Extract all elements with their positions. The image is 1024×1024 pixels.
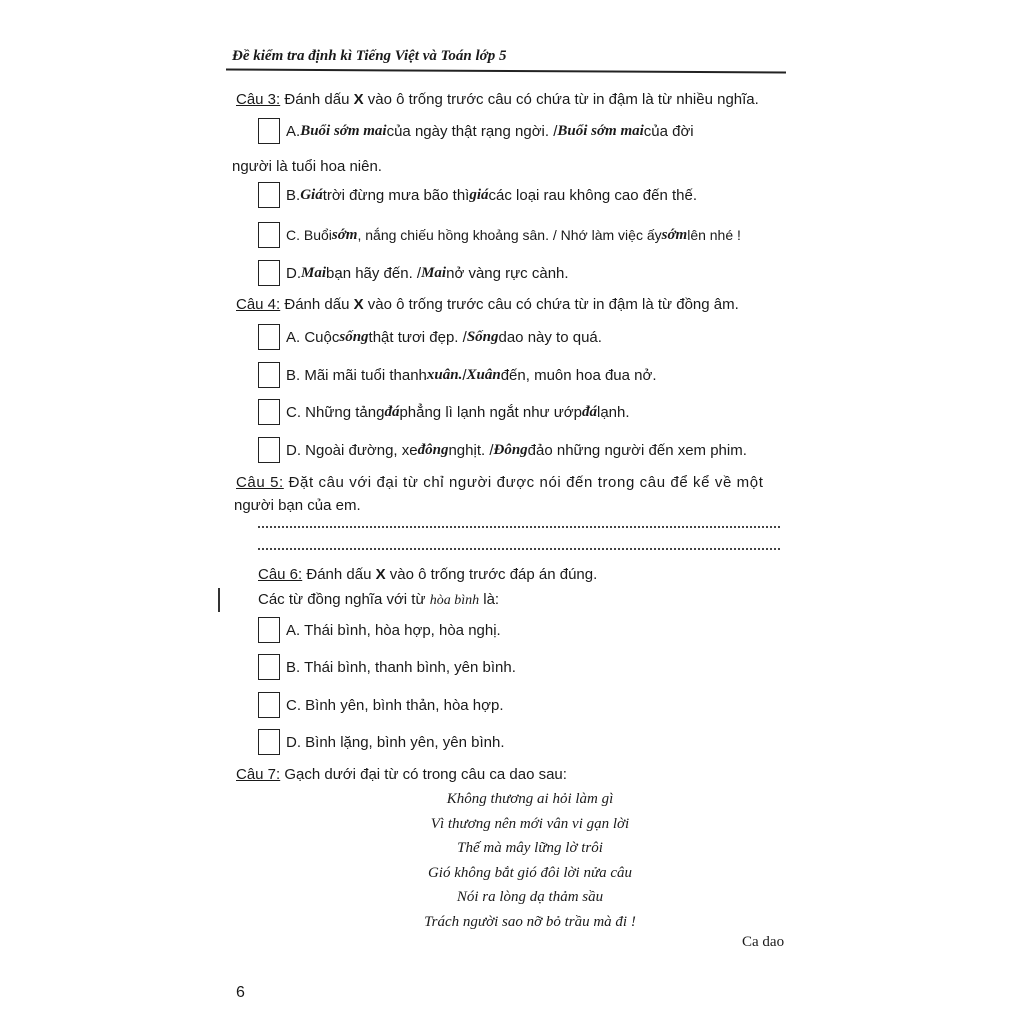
q3-d-bold-2: Mai (421, 264, 447, 281)
q3-d-mid: bạn hãy đến. / (326, 264, 422, 282)
q6-intro-b: là: (479, 591, 500, 608)
question-5-prompt (236, 474, 763, 491)
q6-b-text: B. Thái bình, thanh bình, yên bình. (286, 658, 516, 676)
q4-option-c (258, 399, 630, 425)
q3-b-prefix: B. (286, 186, 301, 204)
q4-a-prefix: A. Cuộc (286, 328, 340, 346)
q6-option-c (258, 692, 504, 718)
q4-a-mid: thật tươi đẹp. / (368, 328, 467, 346)
q3-x-mark: X (353, 91, 364, 108)
q3-checkbox-b[interactable] (258, 182, 280, 208)
q4-b-mid: / (462, 366, 467, 384)
q3-b-suffix: các loại rau không cao đến thế. (488, 186, 697, 204)
q4-checkbox-c[interactable] (258, 399, 280, 425)
q4-c-suffix: lạnh. (597, 403, 630, 421)
q3-c-bold-2: sớm (661, 226, 688, 243)
q3-a-suffix: của đời (643, 122, 694, 140)
q6-text-b: vào ô trống trước đáp án đúng. (385, 566, 598, 583)
q4-option-d (258, 437, 747, 463)
q6-checkbox-b[interactable] (258, 654, 280, 680)
question-6-label: Câu 6: (258, 566, 303, 583)
question-6-prompt (258, 566, 597, 583)
question-4-label: Câu 4: (236, 296, 281, 313)
q4-d-bold-2: Đông (493, 441, 528, 458)
q4-c-mid: phẳng lì lạnh ngắt như ướp (399, 403, 582, 421)
q6-checkbox-c[interactable] (258, 692, 280, 718)
poem-line: Trách người sao nỡ bỏ trầu mà đi ! (424, 913, 636, 930)
poem-line: Vì thương nên mới vân vi gạn lời (430, 815, 630, 832)
q4-a-bold-1: sống (339, 328, 369, 345)
q4-checkbox-b[interactable] (258, 362, 280, 388)
q6-intro-word: hòa bình (429, 593, 480, 608)
q4-text-a: Đánh dấu (280, 296, 354, 313)
q3-d-bold-1: Mai (301, 264, 327, 281)
header-rule (226, 69, 786, 74)
q5-continuation: người bạn của em. (234, 497, 361, 514)
q4-d-mid: nghịt. / (448, 441, 494, 459)
q3-checkbox-d[interactable] (258, 260, 280, 286)
page-header: Đề kiểm tra định kì Tiếng Việt và Toán lớp 5 (232, 48, 507, 64)
question-3-prompt (236, 91, 759, 108)
q6-text-a: Đánh dấu (302, 566, 376, 583)
q6-intro (258, 591, 499, 609)
question-3-label: Câu 3: (236, 91, 281, 108)
q4-a-bold-2: Sống (466, 328, 499, 345)
q4-checkbox-d[interactable] (258, 437, 280, 463)
q4-d-bold-1: đông (417, 441, 449, 458)
q3-checkbox-c[interactable] (258, 222, 280, 248)
q3-b-bold-2: giá (469, 186, 489, 203)
q4-b-bold-2: Xuân (466, 366, 501, 383)
q3-d-prefix: D. (286, 264, 301, 282)
q6-x-mark: X (375, 566, 386, 583)
q3-c-bold-1: sớm (331, 226, 358, 243)
question-5-label: Câu 5: (236, 474, 284, 491)
q4-text-b: vào ô trống trước câu có chứa từ in đậm là từ đồng âm. (363, 296, 739, 313)
answer-line-1[interactable] (258, 524, 780, 528)
q3-d-suffix: nở vàng rực cành. (446, 264, 569, 282)
question-7-prompt (236, 766, 567, 783)
q5-text: Đặt câu với đại từ chỉ người được nói đến trong câu để kể về một (283, 474, 764, 491)
q6-a-text: A. Thái bình, hòa hợp, hòa nghị. (286, 621, 501, 639)
poem-line: Thế mà mây lững lờ trôi (457, 840, 603, 856)
question-7-label: Câu 7: (236, 766, 281, 783)
q3-c-prefix: C. Buổi (286, 227, 332, 243)
q3-a-prefix: A. (286, 122, 301, 140)
poem (380, 787, 680, 934)
q4-option-a (258, 324, 602, 350)
q4-b-suffix: đến, muôn hoa đua nở. (500, 366, 657, 384)
page-number: 6 (236, 984, 245, 1001)
q6-d-text: D. Bình lặng, bình yên, yên bình. (286, 733, 505, 751)
q3-option-c (258, 222, 741, 248)
q4-c-bold-1: đá (384, 403, 400, 420)
q3-b-mid: trời đừng mưa bão thì (322, 186, 470, 204)
q7-text: Gạch dưới đại từ có trong câu ca dao sau: (280, 766, 567, 783)
q4-b-prefix: B. Mãi mãi tuổi thanh (286, 366, 427, 384)
q4-checkbox-a[interactable] (258, 324, 280, 350)
q3-a-mid: của ngày thật rạng ngời. / (386, 122, 558, 140)
q3-c-suffix: lên nhé ! (687, 227, 741, 243)
q4-option-b (258, 362, 657, 388)
q3-b-bold-1: Giá (300, 186, 323, 203)
poem-line: Nói ra lòng dạ thảm sầu (456, 889, 604, 905)
q6-option-a (258, 617, 501, 643)
q3-text-a: Đánh dấu (280, 91, 354, 108)
q4-d-prefix: D. Ngoài đường, xe (286, 441, 418, 459)
q3-option-d (258, 260, 569, 286)
q4-c-prefix: C. Những tảng (286, 403, 385, 421)
question-4-prompt (236, 296, 739, 313)
q3-option-b (258, 182, 697, 208)
poem-line: Gió không bắt gió đôi lời nửa câu (427, 864, 633, 881)
q3-a-bold-1: Buổi sớm mai (300, 122, 387, 139)
q6-intro-a: Các từ đồng nghĩa với từ (258, 591, 430, 608)
q3-c-mid: , nắng chiếu hồng khoảng sân. / Nhớ làm việc ấy (357, 227, 662, 243)
q6-checkbox-d[interactable] (258, 729, 280, 755)
q4-b-bold-1: xuân. (426, 366, 463, 383)
q6-c-text: C. Bình yên, bình thản, hòa hợp. (286, 696, 504, 714)
q4-x-mark: X (353, 296, 364, 313)
q3-text-b: vào ô trống trước câu có chứa từ in đậm là từ nhiều nghĩa. (363, 91, 759, 108)
q4-c-bold-2: đá (582, 403, 597, 420)
q6-option-d (258, 729, 504, 755)
q3-a-bold-2: Buổi sớm mai (557, 122, 644, 139)
poem-line: Không thương ai hỏi làm gì (446, 791, 614, 807)
q3-a-continuation: người là tuổi hoa niên. (232, 158, 382, 175)
q6-checkbox-a[interactable] (258, 617, 280, 643)
q6-option-b (258, 654, 516, 680)
q3-checkbox-a[interactable] (258, 118, 280, 144)
poem-source: Ca dao (742, 934, 785, 950)
q3-option-a (258, 118, 694, 144)
q4-d-suffix: đảo những người đến xem phim. (527, 441, 747, 459)
answer-line-2[interactable] (258, 546, 780, 550)
q4-a-suffix: dao này to quá. (498, 328, 602, 346)
margin-mark (218, 588, 220, 612)
